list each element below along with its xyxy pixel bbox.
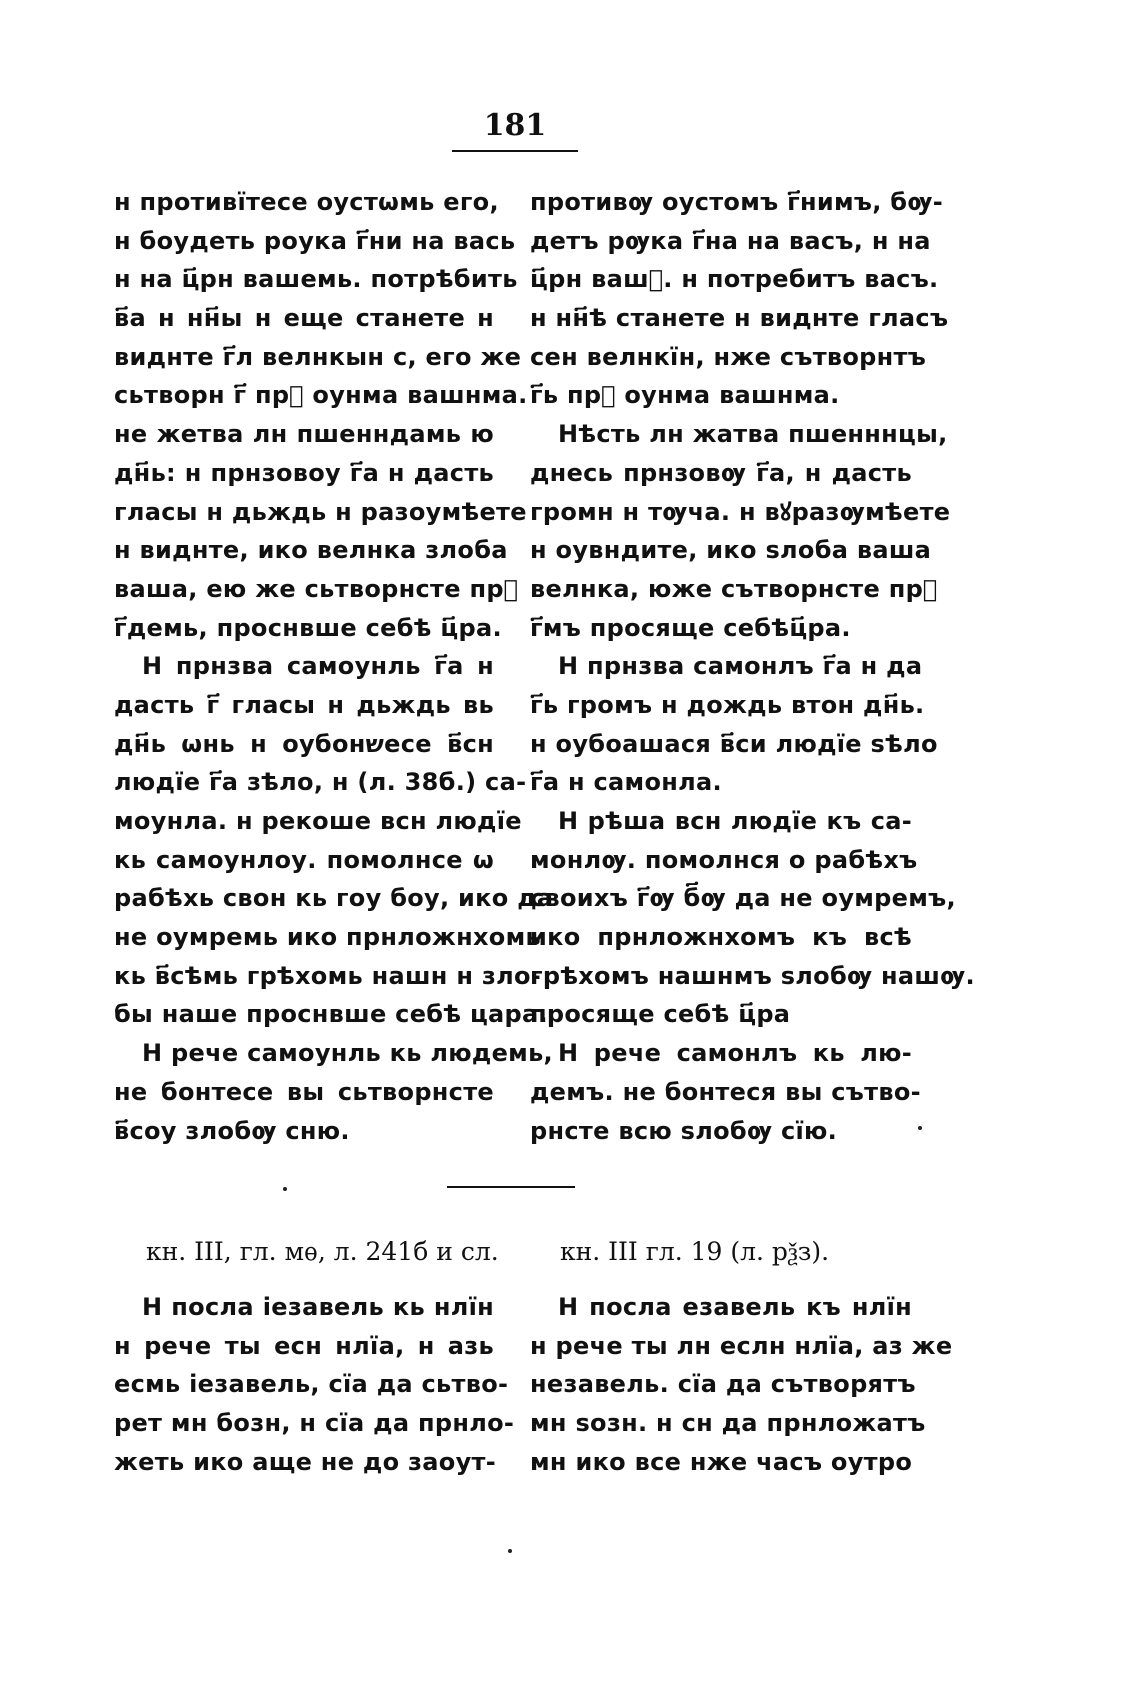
text-line: не бонтесе вы сьтворнсте	[114, 1077, 494, 1106]
text-line: Н рече самоунль кь людемь,	[142, 1039, 553, 1068]
section-rule	[447, 1186, 575, 1188]
text-line: н на ц҃рн вашемь. потрѣбить	[114, 265, 518, 294]
header-rule	[452, 150, 578, 152]
left-column-bottom	[114, 1288, 515, 1481]
text-line: н нн҃ѣ станете н виднте гласъ	[530, 304, 949, 333]
text-line: жеть ико аще не до заоут-	[114, 1447, 496, 1476]
text-line: Н посла iезавель кь нлїн	[142, 1293, 494, 1321]
text-line: противѹ оустомъ г҃нимъ, бѹ-	[530, 188, 943, 216]
text-line: не оумремь ико прнложнхомь	[114, 923, 541, 952]
text-line: в҃соу злобѹ сню.	[114, 1116, 350, 1145]
text-line: Н рече самонлъ кь лю-	[558, 1039, 912, 1068]
text-line: незавель. сїа да сътворятъ	[530, 1370, 916, 1399]
text-line: г҃а н самонла.	[530, 768, 722, 797]
text-line: людїе г҃а зѣло, н (л. 38б.) са-	[114, 768, 527, 797]
text-line: н противїтесе оустѡмь его,	[114, 188, 499, 216]
text-line: рабѣхь свон кь гоу боу, ико да	[114, 884, 554, 913]
text-line: н оувндите, ико ѕлоба ваша	[530, 536, 932, 565]
text-line: в҃а н нн҃ы н еще станете н	[114, 304, 494, 333]
print-speck	[283, 1187, 287, 1191]
text-line: Н прнзва самоунль г҃а н	[142, 652, 494, 681]
print-speck	[918, 1126, 922, 1130]
text-line: Н прнзва самонлъ г҃а н да	[558, 652, 923, 681]
text-line: сен велнкїн, нже сътворнтъ	[530, 342, 927, 371]
text-line: днесь прнзовѹ г҃а, н дасть	[530, 458, 912, 487]
text-line: детъ рѹка г҃на на васъ, н на	[530, 226, 931, 255]
right-column-top	[530, 183, 975, 1150]
text-line: ц҃рн вашⷷ. н потребитъ васъ.	[530, 265, 939, 294]
text-line: н оубоашася в҃си людїе ѕѣло	[530, 729, 938, 758]
text-line: н рече ты лн еслн нлїа, аз же	[530, 1331, 953, 1360]
text-line: н виднте, ико велнка злоба	[114, 536, 508, 565]
text-line: н боудеть роука г҃ни на вась	[114, 226, 516, 255]
left-column-top	[114, 183, 554, 1150]
text-line: гласы н дьждь н разоумѣете	[114, 497, 527, 526]
text-line: ваша, ею же сьтворнсте прⷣ	[114, 574, 519, 603]
text-line: рнсте всю ѕлобѹ сїю.	[530, 1116, 838, 1145]
text-line: ико прнложнхомъ къ всѣ	[530, 923, 912, 952]
text-line: грѣхомъ нашнмъ ѕлобѹ нашѹ.	[530, 961, 975, 990]
text-line: рет мн бозн, н сїа да прнло-	[114, 1409, 515, 1438]
text-line: мн ико все нже часъ оутро	[530, 1447, 913, 1476]
text-line: громн н тѹча. н вꙋразѹмѣете	[530, 497, 951, 526]
text-line: кь самоунлоу. помолнсе ѡ	[114, 845, 494, 874]
print-speck	[508, 1549, 512, 1553]
text-line: велнка, юже сътворнсте прⷣ	[530, 574, 938, 603]
text-line: виднте г҃л велнкын с, его же	[114, 342, 522, 371]
text-line: своихъ г҃ѹ б҃ѹ да не оумремъ,	[530, 884, 956, 913]
text-line: г҃мъ просяще себѣц҃ра.	[530, 613, 851, 642]
text-line: г҃ь прⷣ оунма вашнма.	[530, 381, 840, 410]
page-number: 181	[483, 108, 547, 143]
text-line: Н посла езавель къ нлїн	[558, 1293, 912, 1321]
text-line: монлѹ. помолнся о рабѣхъ	[530, 845, 918, 874]
text-line: не жетва лн пшенндамь ю	[114, 420, 494, 449]
text-line: кь в҃сѣмь грѣхомь нашн н зло-	[114, 961, 542, 990]
right-column-bottom	[530, 1288, 953, 1481]
text-line: Н рѣша всн людїе къ са-	[558, 807, 912, 835]
text-line: демъ. не бонтеся вы сътво-	[530, 1077, 921, 1106]
text-line: сьтворн г҃ прⷣ оунма вашнма.	[114, 381, 528, 410]
source-reference-left: кн. III, гл. мѳ, л. 241б и сл.	[146, 1237, 499, 1266]
text-line: просяще себѣ ц҃ра	[530, 1000, 791, 1029]
text-line: Нѣсть лн жатва пшенннцы,	[558, 420, 948, 449]
text-line: дасть г҃ гласы н дьждь вь	[114, 690, 494, 719]
text-line: г҃ь громъ н дождь втон дн҃ь.	[530, 690, 925, 719]
text-line: дн҃ь ѡнь н оубонשесе в҃сн	[114, 729, 495, 758]
text-line: дн҃ь: н прнзовоу г҃а н дасть	[114, 458, 494, 487]
text-line: есмь iезавель, сїа да сьтво-	[114, 1370, 509, 1399]
text-line: мн ѕозн. н сн да прнложатъ	[530, 1409, 926, 1438]
source-reference-right: кн. III гл. 19 (л. рѯз).	[560, 1237, 830, 1266]
text-line: бы наше проснвше себѣ цара.	[114, 1000, 548, 1029]
text-line: н рече ты есн нлїа, н азь	[114, 1331, 494, 1360]
text-line: г҃демь, проснвше себѣ ц҃ра.	[114, 613, 502, 642]
text-line: моунла. н рекоше всн людїе	[114, 807, 522, 835]
